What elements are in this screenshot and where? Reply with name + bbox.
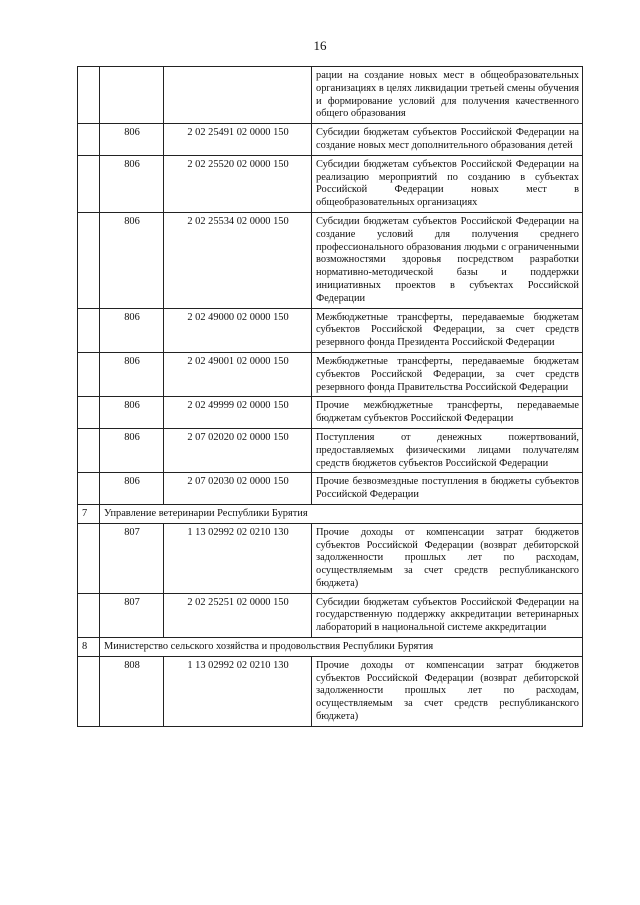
- budget-code-cell: [164, 67, 312, 124]
- budget-code-cell: 2 02 49001 02 0000 150: [164, 352, 312, 396]
- section-number: 7: [78, 504, 100, 523]
- row-number-cell: [78, 523, 100, 593]
- budget-code-cell: 2 02 25491 02 0000 150: [164, 124, 312, 156]
- budget-code-cell: 1 13 02992 02 0210 130: [164, 656, 312, 726]
- table-row: [78, 352, 583, 396]
- description-cell: Межбюджетные трансферты, передаваемые бюджетам субъектов Российской Федерации, за счет средств резервного фонда Президента Российской Федерации: [312, 308, 583, 352]
- description-cell: Прочие межбюджетные трансферты, передаваемые бюджетам субъектов Российской Федерации: [312, 397, 583, 429]
- admin-code-cell: 806: [100, 352, 164, 396]
- row-number-cell: [78, 593, 100, 637]
- revenue-codes-table: [77, 66, 583, 727]
- row-number-cell: [78, 473, 100, 505]
- description-cell: Субсидии бюджетам субъектов Российской Федерации на создание новых мест дополнительного образования детей: [312, 124, 583, 156]
- description-cell: Субсидии бюджетам субъектов Российской Федерации на реализацию мероприятий по созданию в субъектах Российской Федерации новых мест в общеобразовательных организациях: [312, 155, 583, 212]
- budget-code-cell: 2 02 25251 02 0000 150: [164, 593, 312, 637]
- table-row: [78, 397, 583, 429]
- table-row: [78, 428, 583, 472]
- section-number: 8: [78, 638, 100, 657]
- description-cell: Поступления от денежных пожертвований, предоставляемых физическими лицами получателям средств бюджетов субъектов Российской Федерации: [312, 428, 583, 472]
- section-title: Управление ветеринарии Республики Бурятия: [100, 504, 583, 523]
- section-row: [78, 638, 583, 657]
- row-number-cell: [78, 212, 100, 308]
- budget-code-cell: 2 07 02020 02 0000 150: [164, 428, 312, 472]
- admin-code-cell: 806: [100, 212, 164, 308]
- admin-code-cell: 807: [100, 523, 164, 593]
- row-number-cell: [78, 397, 100, 429]
- row-number-cell: [78, 67, 100, 124]
- row-number-cell: [78, 352, 100, 396]
- section-title: Министерство сельского хозяйства и продовольствия Республики Бурятия: [100, 638, 583, 657]
- budget-code-cell: 2 02 25520 02 0000 150: [164, 155, 312, 212]
- table-row: [78, 308, 583, 352]
- budget-code-cell: 2 02 25534 02 0000 150: [164, 212, 312, 308]
- table-row: [78, 656, 583, 726]
- table-row: [78, 473, 583, 505]
- budget-code-cell: 2 07 02030 02 0000 150: [164, 473, 312, 505]
- table-row: [78, 67, 583, 124]
- admin-code-cell: 807: [100, 593, 164, 637]
- budget-code-cell: 2 02 49999 02 0000 150: [164, 397, 312, 429]
- table-row: [78, 593, 583, 637]
- description-cell: Прочие доходы от компенсации затрат бюджетов субъектов Российской Федерации (возврат дебиторской задолженности прошлых лет по расходам, осуществляемым за счет средств республиканского бюджета): [312, 656, 583, 726]
- table-row: [78, 124, 583, 156]
- description-cell: Прочие доходы от компенсации затрат бюджетов субъектов Российской Федерации (возврат дебиторской задолженности прошлых лет по расходам, осуществляемым за счет средств республиканского бюджета): [312, 523, 583, 593]
- budget-code-cell: 2 02 49000 02 0000 150: [164, 308, 312, 352]
- row-number-cell: [78, 308, 100, 352]
- table-row: [78, 155, 583, 212]
- page-number: 16: [313, 38, 327, 53]
- admin-code-cell: 806: [100, 155, 164, 212]
- admin-code-cell: 806: [100, 308, 164, 352]
- description-cell: Межбюджетные трансферты, передаваемые бюджетам субъектов Российской Федерации, за счет средств резервного фонда Правительства Российской Федерации: [312, 352, 583, 396]
- admin-code-cell: 806: [100, 124, 164, 156]
- table-row: [78, 212, 583, 308]
- table-row: [78, 523, 583, 593]
- admin-code-cell: 806: [100, 473, 164, 505]
- row-number-cell: [78, 155, 100, 212]
- admin-code-cell: 806: [100, 428, 164, 472]
- admin-code-cell: [100, 67, 164, 124]
- row-number-cell: [78, 428, 100, 472]
- admin-code-cell: 806: [100, 397, 164, 429]
- row-number-cell: [78, 656, 100, 726]
- description-cell: рации на создание новых мест в общеобразовательных организациях в целях ликвидации третьей смены обучения и формирование условий для получения качественного общего образования: [312, 67, 583, 124]
- budget-code-cell: 1 13 02992 02 0210 130: [164, 523, 312, 593]
- admin-code-cell: 808: [100, 656, 164, 726]
- description-cell: Субсидии бюджетам субъектов Российской Федерации на государственную поддержку аккредитации ветеринарных лабораторий в национальной системе аккредитации: [312, 593, 583, 637]
- section-row: [78, 504, 583, 523]
- description-cell: Прочие безвозмездные поступления в бюджеты субъектов Российской Федерации: [312, 473, 583, 505]
- description-cell: Субсидии бюджетам субъектов Российской Федерации на создание условий для получения среднего профессионального образования людьми с ограниченными возможностями здоровья посредством разработки нормативно-методической базы и поддержки инициативных проектов в субъектах Российской Федерации: [312, 212, 583, 308]
- row-number-cell: [78, 124, 100, 156]
